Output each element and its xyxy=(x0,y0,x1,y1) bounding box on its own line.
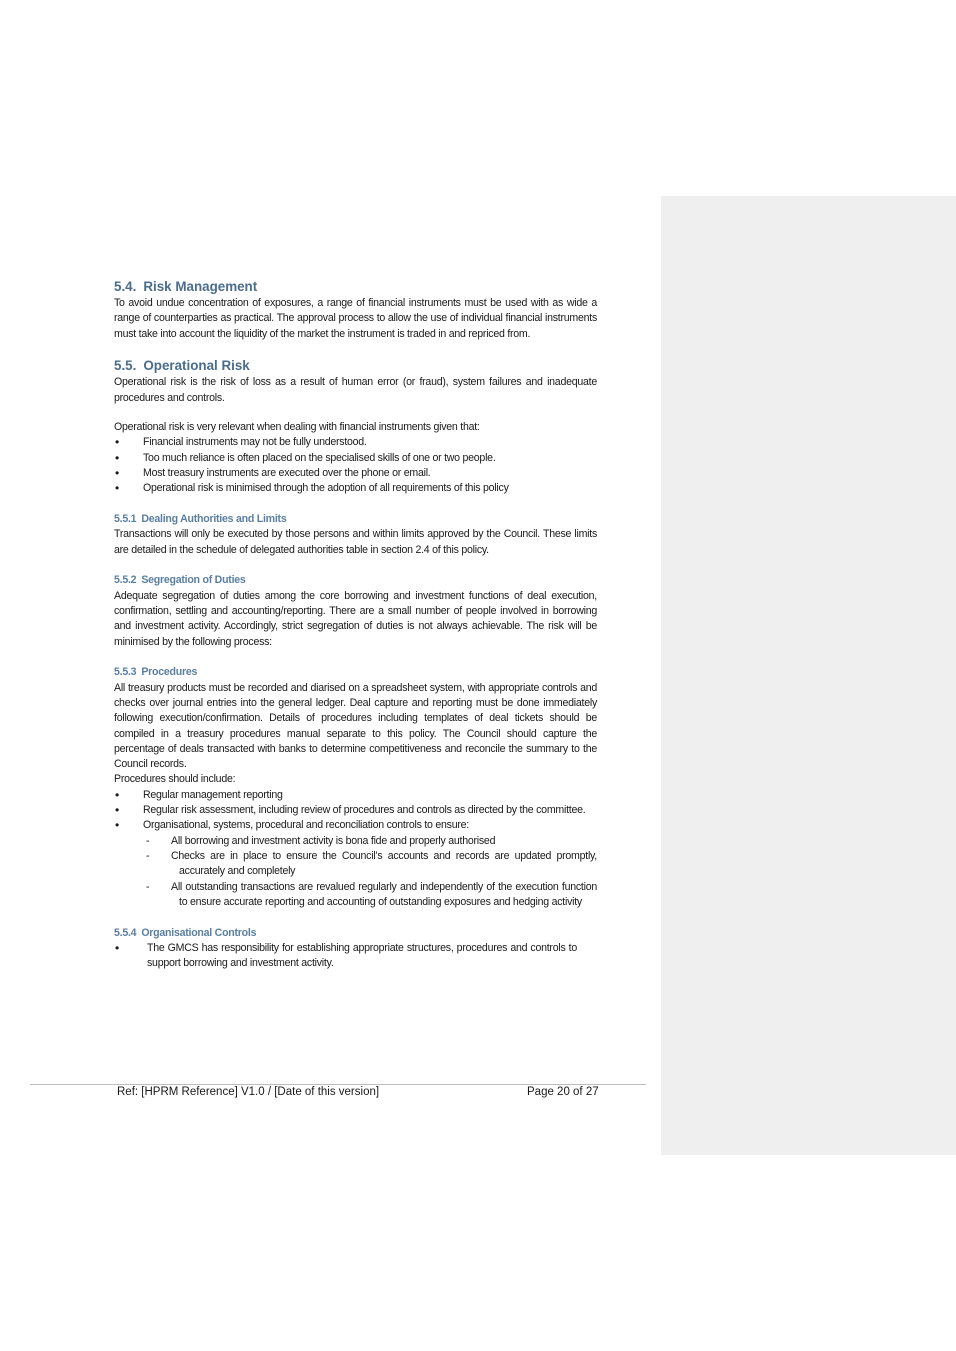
heading-number: 5.5.3 xyxy=(114,666,137,679)
dash-marker: - xyxy=(146,880,150,893)
sub-list-item-text: All outstanding transactions are revalued regularly and independently of the execution function to ensure accurate reporting and accounting of outstanding exposures and hedging activity xyxy=(171,880,597,908)
heading-5-4 xyxy=(114,278,597,296)
sub-list-item-text: Checks are in place to ensure the Council’s accounts and records are updated promptly, accurately and completely xyxy=(171,849,597,878)
sub-list-item xyxy=(143,834,597,849)
sub-list-item xyxy=(143,880,597,911)
heading-number: 5.5.4 xyxy=(114,926,137,939)
list-item: • The GMCS has responsibility for establishing appropriate structures, procedures and controls to support borrowing and investment activity. xyxy=(114,941,577,972)
list-item: • Operational risk is minimised through the adoption of all requirements of this policy xyxy=(114,481,597,496)
heading-title: Risk Management xyxy=(143,279,258,294)
list-item: • Most treasury instruments are executed over the phone or email. xyxy=(114,466,597,481)
footer-reference: Ref: [HPRM Reference] V1.0 / [Date of this version] xyxy=(117,1086,380,1098)
paragraph-operational-risk: Operational risk is the risk of loss as a result of human error (or fraud), system failures and inadequate procedures and controls. xyxy=(114,376,597,404)
paragraph-operational-intro: Operational risk is very relevant when dealing with financial instruments given that: xyxy=(114,420,480,433)
sub-list-item-text: All borrowing and investment activity is bona fide and properly authorised xyxy=(171,834,496,847)
heading-title: Organisational Controls xyxy=(141,926,257,939)
list-item xyxy=(114,818,597,910)
heading-title: Dealing Authorities and Limits xyxy=(141,512,287,525)
dash-marker: - xyxy=(146,834,150,847)
list-item-text: Organisational, systems, procedural and reconciliation controls to ensure: xyxy=(143,819,469,832)
heading-5-5-2 xyxy=(114,573,597,588)
heading-5-5-4 xyxy=(114,926,597,941)
heading-5-5 xyxy=(114,357,597,375)
document-body xyxy=(114,278,597,971)
list-item: • Regular management reporting xyxy=(114,788,597,803)
paragraph-procedures: All treasury products must be recorded and diarised on a spreadsheet system, with appropriate controls and checks over journal entries into the general ledger. Deal capture and reporting must be done immediately following execution/confirmation. Details of procedures including templates of deal tickets should be compiled in a treasury procedures manual separate to this policy. The Council should capture the percentage of deals transacted with banks to determine competitiveness and reconcile the summary to the Council records. xyxy=(114,681,597,771)
paragraph-risk-management: To avoid undue concentration of exposures, a range of financial instruments must be used with as wide a range of counterparties as practical. The approval process to allow the use of individual financial instruments must take into account the liquidity of the market the instrument is traded in and repriced from. xyxy=(114,297,597,340)
sub-list-item xyxy=(143,849,597,880)
list-item: • Too much reliance is often placed on the specialised skills of one or two people. xyxy=(114,451,597,466)
heading-title: Segregation of Duties xyxy=(141,574,246,587)
heading-5-5-3 xyxy=(114,665,597,680)
heading-number: 5.4. xyxy=(114,279,137,294)
heading-title: Operational Risk xyxy=(143,358,250,374)
heading-number: 5.5.2 xyxy=(114,574,137,587)
heading-number: 5.5. xyxy=(114,358,137,374)
sub-list-controls xyxy=(143,834,597,910)
heading-5-5-1 xyxy=(114,512,597,527)
comment-pane xyxy=(661,196,956,1155)
dash-marker: - xyxy=(146,849,150,862)
list-item: • Financial instruments may not be fully understood. xyxy=(114,435,597,450)
heading-title: Procedures xyxy=(141,666,198,679)
bullet-list-operational xyxy=(114,435,597,496)
paragraph-dealing-authorities: Transactions will only be executed by those persons and within limits approved by the Council. These limits are detailed in the schedule of delegated authorities table in section 2.4 of this policy. xyxy=(114,528,597,556)
bullet-list-organisational xyxy=(114,941,597,972)
paragraph-segregation: Adequate segregation of duties among the core borrowing and investment functions of deal execution, confirmation, settling and accounting/reporting. There are a small number of people involved in borrowing and investment activity. Accordingly, strict segregation of duties is not always achievable. The risk will be minimised by the following process: xyxy=(114,589,597,648)
paragraph-procedures-include: Procedures should include: xyxy=(114,773,236,786)
footer-page-number: Page 20 of 27 xyxy=(527,1086,599,1098)
bullet-list-procedures xyxy=(114,788,597,910)
list-item: • Regular risk assessment, including review of procedures and controls as directed by the committee. xyxy=(114,803,597,818)
heading-number: 5.5.1 xyxy=(114,512,137,525)
